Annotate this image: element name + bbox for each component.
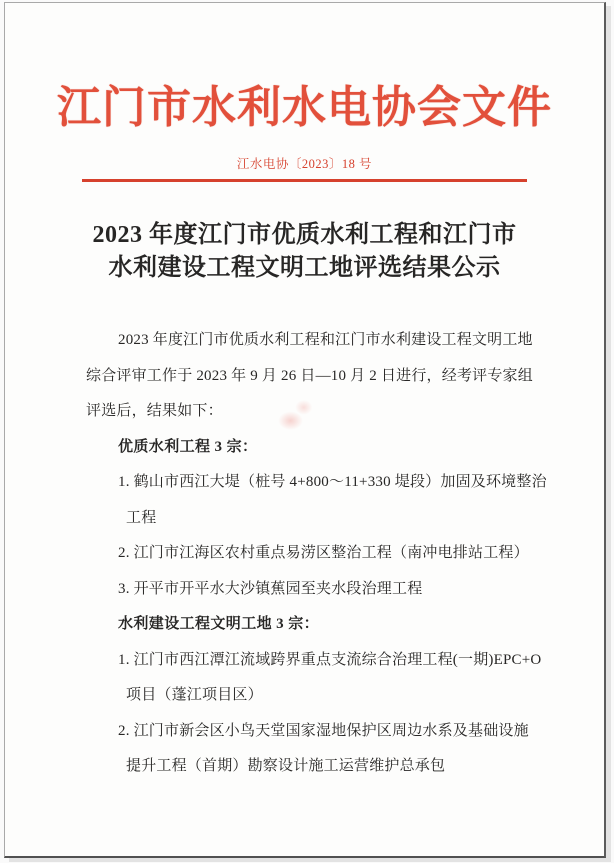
body-line: 2. 江门市江海区农村重点易涝区整治工程（南冲电排站工程）	[118, 545, 529, 561]
section-heading-line: 优质水利工程 3 宗：	[118, 438, 258, 455]
body-line: 2023 年度江门市优质水利工程和江门市水利建设工程文明工地	[118, 332, 533, 348]
document-title-line2: 水利建设工程文明工地评选结果公示	[108, 255, 501, 281]
document-page	[4, 2, 606, 858]
body-line: 工程	[126, 509, 157, 526]
org-title: 江门市水利水电协会文件	[57, 83, 552, 132]
body-line: 提升工程（首期）勘察设计施工运营维护总承包	[126, 758, 446, 774]
body-line: 综合评审工作于 2023 年 9 月 26 日—10 月 2 日进行，经考评专家组	[86, 367, 533, 384]
body-line: 3. 开平市开平水大沙镇蕉园至夹水段治理工程	[118, 580, 423, 597]
body-line: 1. 鹤山市西江大堤（桩号 4+800～11+330 堤段）加固及环境整治	[118, 474, 547, 490]
body-line: 1. 江门市西江潭江流域跨界重点支流综合治理工程(一期)EPC+O	[118, 651, 542, 668]
red-divider-rule	[82, 179, 527, 182]
doc-number: 江水电协〔2023〕18 号	[236, 157, 373, 171]
body-line: 项目（蓬江项目区）	[126, 687, 263, 703]
document-body	[5, 323, 604, 785]
body-line: 评选后，结果如下：	[86, 403, 223, 419]
document-title	[5, 219, 604, 285]
section-heading-line: 水利建设工程文明工地 3 宗：	[118, 616, 320, 632]
document-title-line1: 2023 年度江门市优质水利工程和江门市	[92, 222, 517, 248]
body-line: 2. 江门市新会区小鸟天堂国家湿地保护区周边水系及基础设施	[118, 722, 529, 739]
